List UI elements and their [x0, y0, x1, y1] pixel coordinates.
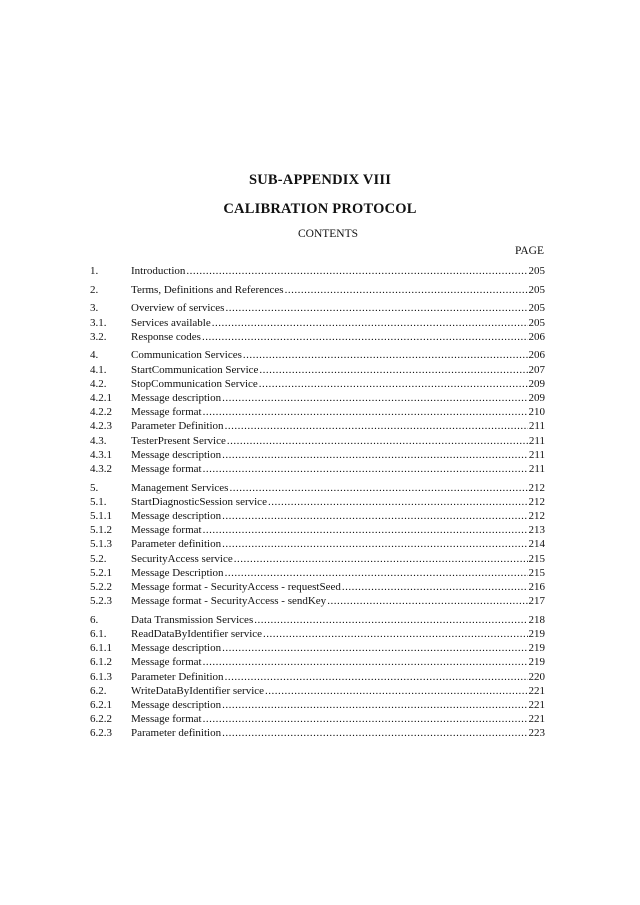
toc-entry-title: Message format — [131, 462, 202, 475]
toc-entry-title: Overview of services — [131, 302, 225, 315]
toc-entry-page: 219 — [528, 656, 545, 669]
dot-leader — [222, 698, 527, 712]
toc-entry — [90, 316, 545, 330]
toc-entry-page: 223 — [528, 727, 545, 740]
toc-entry — [90, 670, 545, 684]
toc-entry-page: 221 — [528, 684, 545, 697]
toc-entry-number: 4.2.1 — [90, 392, 112, 404]
toc-entry-number: 4.3. — [90, 434, 107, 447]
toc-entry-number: 6.2. — [90, 684, 107, 697]
dot-leader — [203, 655, 528, 669]
toc-entry — [90, 264, 545, 278]
page-column-label: PAGE — [515, 245, 544, 257]
toc-entry-number: 4.3.1 — [90, 448, 112, 461]
toc-entry-title: Response codes — [131, 330, 201, 343]
toc-entry — [90, 348, 545, 362]
toc-entry-number: 4.2.3 — [90, 420, 112, 433]
toc-entry — [90, 434, 545, 448]
dot-leader — [186, 264, 527, 278]
toc-entry-number: 1. — [90, 265, 99, 277]
dot-leader — [222, 509, 527, 523]
toc-entry — [90, 641, 545, 655]
toc-entry-page: 205 — [528, 302, 545, 315]
toc-entry — [90, 712, 545, 726]
dot-leader — [222, 641, 527, 655]
toc-entry — [90, 391, 545, 405]
toc-entry — [90, 566, 545, 580]
toc-entry-number: 6.1.2 — [90, 656, 112, 669]
toc-entry-number: 5. — [90, 481, 99, 494]
dot-leader — [225, 670, 528, 684]
toc-entry-title: Message format — [131, 406, 202, 419]
dot-leader — [202, 330, 528, 344]
toc-entry — [90, 377, 545, 391]
dot-leader — [222, 726, 527, 740]
dot-leader — [259, 363, 527, 377]
toc-entry-page: 212 — [528, 510, 545, 522]
toc-entry-number: 4.2.2 — [90, 406, 112, 419]
toc-entry-title: Message format - SecurityAccess - requestSeed — [131, 580, 341, 593]
toc-entry-title: Message description — [131, 448, 222, 461]
dot-leader — [285, 283, 528, 297]
toc-entry-page: 220 — [528, 670, 545, 683]
toc-entry — [90, 655, 545, 669]
toc-entry-page: 219 — [528, 642, 545, 655]
toc-entry-number: 5.1.1 — [90, 510, 112, 522]
toc-entry-title: Parameter Definition — [131, 670, 224, 683]
toc-entry-title: Message format - SecurityAccess - sendKey — [131, 595, 327, 608]
toc-entry — [90, 613, 545, 627]
toc-entry-number: 4.1. — [90, 363, 107, 376]
toc-entry-page: 211 — [528, 434, 545, 447]
toc-entry-number: 6.1.1 — [90, 642, 112, 655]
toc-entry-number: 5.1.2 — [90, 524, 112, 537]
dot-leader — [268, 495, 528, 509]
toc-entry-number: 4. — [90, 349, 99, 362]
table-of-contents — [90, 264, 545, 741]
dot-leader — [263, 627, 527, 641]
toc-entry — [90, 283, 545, 297]
dot-leader — [265, 684, 527, 698]
toc-entry-title: Message format — [131, 524, 202, 537]
dot-leader — [222, 537, 527, 551]
dot-leader — [222, 391, 527, 405]
toc-entry-title: Message description — [131, 510, 222, 522]
toc-entry — [90, 462, 545, 476]
toc-entry-title: Parameter Definition — [131, 420, 224, 433]
dot-leader — [203, 523, 528, 537]
toc-entry — [90, 495, 545, 509]
toc-entry-title: Parameter definition — [131, 727, 222, 740]
toc-entry-title: Terms, Definitions and References — [131, 283, 284, 296]
toc-entry-page: 215 — [528, 566, 545, 579]
toc-entry-page: 216 — [528, 580, 545, 593]
toc-entry-page: 206 — [528, 330, 545, 343]
toc-entry-number: 4.2. — [90, 377, 107, 390]
toc-entry-number: 5.2.3 — [90, 595, 112, 608]
contents-heading: CONTENTS — [297, 228, 359, 240]
toc-entry-page: 206 — [528, 349, 545, 362]
toc-entry — [90, 405, 545, 419]
toc-entry-title: Introduction — [131, 265, 186, 277]
toc-entry — [90, 594, 545, 608]
dot-leader — [212, 316, 528, 330]
toc-entry-page: 215 — [528, 552, 545, 565]
dot-leader — [327, 594, 527, 608]
toc-entry-number: 6.2.2 — [90, 713, 112, 726]
toc-entry — [90, 580, 545, 594]
toc-entry-number: 4.3.2 — [90, 462, 112, 475]
toc-entry-page: 219 — [528, 628, 545, 640]
toc-entry — [90, 363, 545, 377]
toc-entry-number: 5.1.3 — [90, 538, 112, 551]
toc-entry-title: StartDiagnosticSession service — [131, 495, 267, 508]
toc-entry-title: SecurityAccess service — [131, 552, 233, 565]
dot-leader — [254, 613, 527, 627]
toc-entry-page: 221 — [528, 698, 545, 711]
toc-entry — [90, 301, 545, 315]
toc-entry — [90, 523, 545, 537]
toc-entry-page: 211 — [528, 420, 545, 433]
toc-entry-page: 209 — [528, 392, 545, 404]
dot-leader — [225, 566, 528, 580]
toc-entry-title: Parameter definition — [131, 538, 222, 551]
dot-leader — [229, 481, 527, 495]
toc-entry-number: 6.2.1 — [90, 698, 112, 711]
toc-entry-title: StartCommunication Service — [131, 363, 259, 376]
dot-leader — [259, 377, 528, 391]
toc-entry — [90, 698, 545, 712]
toc-entry-page: 221 — [528, 713, 545, 726]
toc-entry-number: 6. — [90, 613, 99, 626]
toc-entry — [90, 481, 545, 495]
toc-entry-number: 5.2.2 — [90, 580, 112, 593]
toc-entry — [90, 684, 545, 698]
toc-entry-title: Message description — [131, 698, 222, 711]
toc-entry — [90, 330, 545, 344]
toc-entry-page: 205 — [528, 265, 545, 277]
toc-entry — [90, 552, 545, 566]
dot-leader — [342, 580, 528, 594]
toc-entry — [90, 448, 545, 462]
toc-entry — [90, 537, 545, 551]
toc-entry-page: 207 — [528, 363, 545, 376]
toc-entry-title: Communication Services — [131, 349, 242, 362]
toc-entry-number: 3.1. — [90, 316, 107, 329]
toc-entry — [90, 419, 545, 433]
document-title: SUB-APPENDIX VIII — [248, 172, 392, 188]
toc-entry-page: 212 — [528, 495, 545, 508]
toc-entry-title: WriteDataByIdentifier service — [131, 684, 265, 697]
toc-entry-number: 6.1. — [90, 628, 107, 640]
toc-entry-page: 210 — [528, 406, 545, 419]
toc-entry-title: Data Transmission Services — [131, 613, 254, 626]
toc-entry-number: 3. — [90, 302, 99, 315]
toc-entry-number: 3.2. — [90, 330, 107, 343]
toc-entry-title: Message description — [131, 392, 222, 404]
dot-leader — [225, 419, 528, 433]
toc-entry-number: 5.2.1 — [90, 566, 112, 579]
toc-entry — [90, 627, 545, 641]
toc-entry-page: 211 — [528, 448, 545, 461]
toc-entry-title: Message format — [131, 656, 202, 669]
dot-leader — [225, 301, 527, 315]
toc-entry-number: 5.1. — [90, 495, 107, 508]
toc-entry-page: 213 — [528, 524, 545, 537]
toc-entry-page: 211 — [528, 462, 545, 475]
toc-entry-number: 5.2. — [90, 552, 107, 565]
toc-entry-number: 6.2.3 — [90, 727, 112, 740]
dot-leader — [222, 448, 528, 462]
toc-entry-title: Message description — [131, 642, 222, 655]
toc-entry-title: Message format — [131, 713, 202, 726]
toc-entry-page: 214 — [528, 538, 545, 551]
toc-entry-number: 2. — [90, 283, 99, 296]
toc-entry-title: Management Services — [131, 481, 229, 494]
toc-entry-page: 217 — [528, 595, 545, 608]
document-subtitle: CALIBRATION PROTOCOL — [223, 201, 417, 217]
toc-entry-title: Services available — [131, 316, 211, 329]
dot-leader — [203, 405, 528, 419]
dot-leader — [203, 712, 528, 726]
toc-entry — [90, 726, 545, 740]
toc-entry-page: 205 — [528, 316, 545, 329]
toc-entry-number: 6.1.3 — [90, 670, 112, 683]
toc-entry-page: 205 — [528, 283, 545, 296]
dot-leader — [243, 348, 528, 362]
toc-entry-page: 212 — [528, 481, 545, 494]
dot-leader — [234, 552, 528, 566]
toc-entry-title: ReadDataByIdentifier service — [131, 628, 263, 640]
toc-entry-title: StopCommunication Service — [131, 377, 258, 390]
toc-entry-page: 209 — [528, 377, 545, 390]
toc-entry-title: TesterPresent Service — [131, 434, 226, 447]
dot-leader — [203, 462, 528, 476]
toc-entry-page: 218 — [528, 613, 545, 626]
toc-entry — [90, 509, 545, 523]
toc-entry-title: Message Description — [131, 566, 224, 579]
dot-leader — [227, 434, 528, 448]
